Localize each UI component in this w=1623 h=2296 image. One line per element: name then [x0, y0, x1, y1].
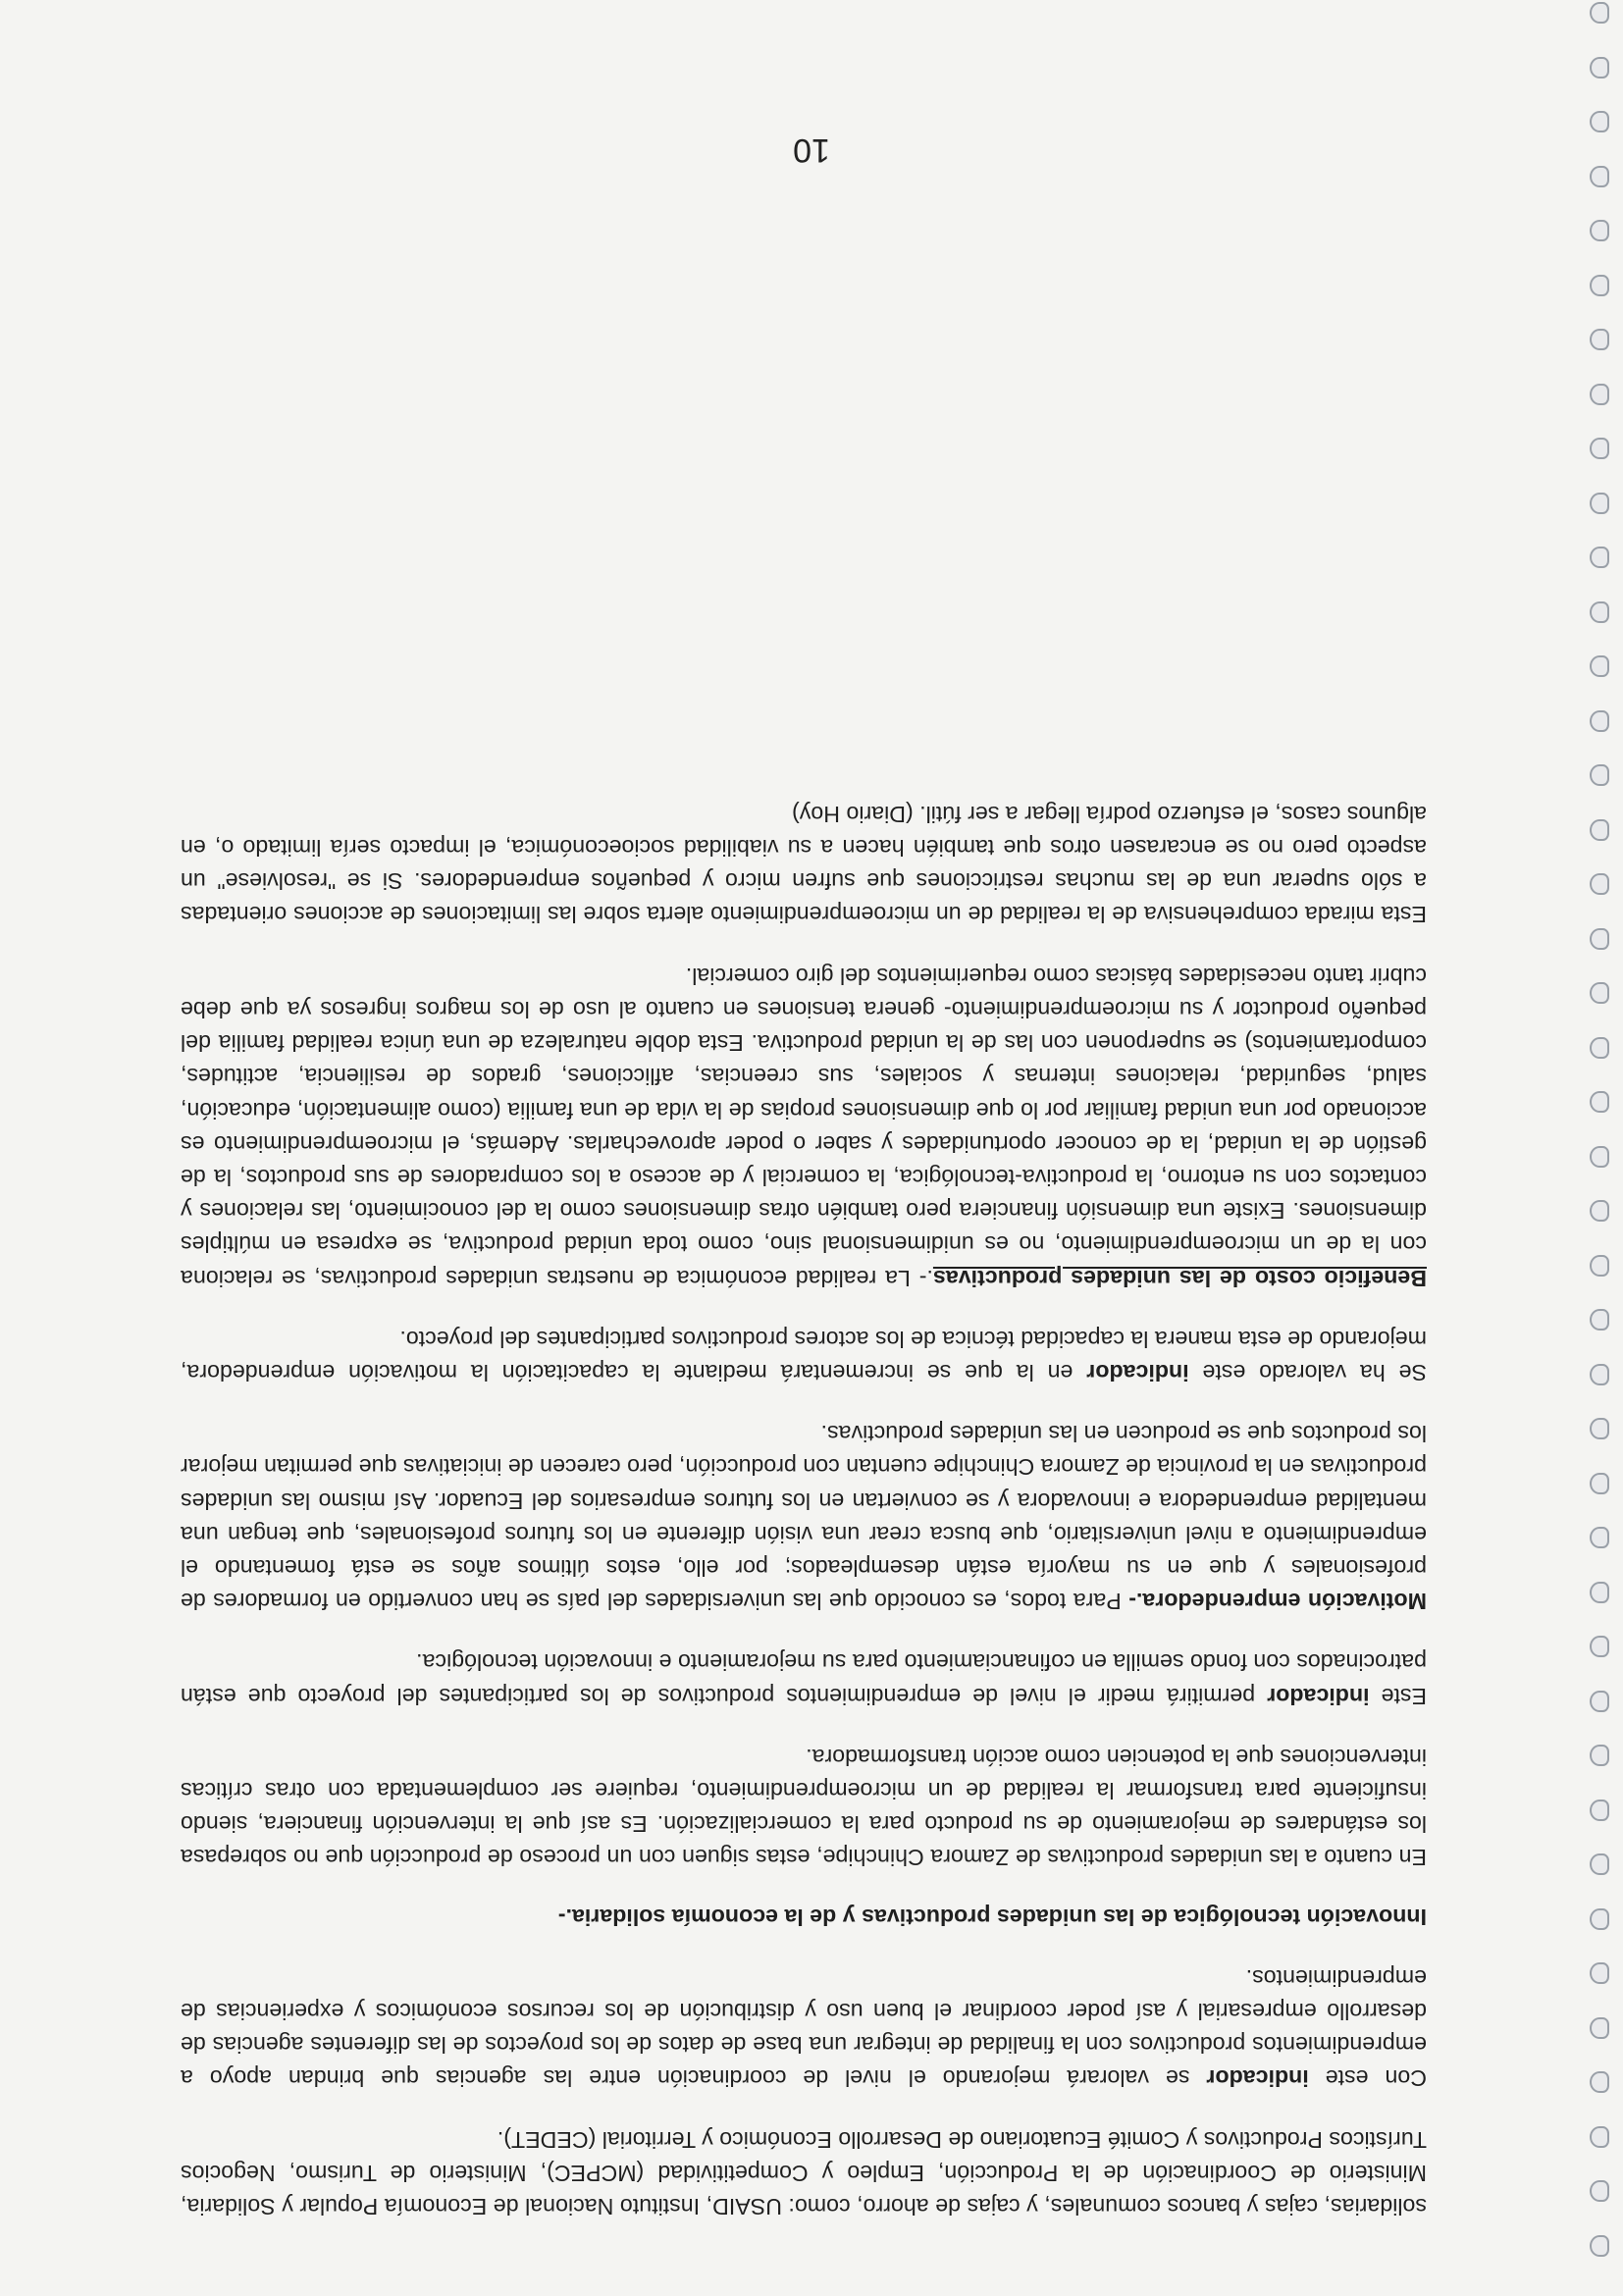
binder-hole-icon	[1590, 1419, 1609, 1440]
binder-hole-icon	[1590, 928, 1609, 950]
indicator-term: indicador	[1267, 1683, 1370, 1709]
binder-hole-icon	[1590, 1908, 1609, 1930]
text-run: .- La realidad económica de nuestras unidades productivas, se relaciona con la de un microemprendimiento, no es unidimensional sino, como toda unidad productiva, se expresa en múltiples dimensiones. Existe una dimensión financiera pero también otras dimensiones como la del conocimiento, las relaciones y contactos con su entorno, la productiva-tecnológica, la comercial y de acceso a los compradores de sus productos, la de gestión de la unidad, la de conocer oportunidades y saber o poder aprovecharlas. Además, el microemprendimiento es accionado por una unidad familiar por lo que dimensiones propias de la vida de una familia (como alimentación, educación, salud, seguridad, relaciones internas y sociales, sus creencias, aflicciones, grados de resiliencia, actitudes, comportamientos) se superponen con las de la unidad productiva. Esta doble naturaleza de una única realidad familia del pequeño productor y su microemprendimiento- genera tensiones en cuanto al uso de los magros ingresos ya que debe cubrir tanto necesidades básicas como requerimientos del giro comercial.	[181, 963, 1427, 1291]
binder-holes	[1576, 0, 1615, 2296]
binder-hole-icon	[1590, 1201, 1609, 1223]
binder-hole-icon	[1590, 2235, 1609, 2257]
binder-hole-icon	[1590, 1691, 1609, 1712]
binder-hole-icon	[1590, 384, 1609, 405]
page-body	[181, 770, 1427, 2223]
binder-hole-icon	[1590, 1146, 1609, 1168]
binder-hole-icon	[1590, 601, 1609, 623]
binder-hole-icon	[1590, 1963, 1609, 1985]
paragraph-coordination-indicator	[181, 1961, 1427, 2096]
binder-hole-icon	[1590, 874, 1609, 896]
page-number: 10	[793, 131, 830, 169]
binder-hole-icon	[1590, 493, 1609, 514]
binder-hole-icon	[1590, 819, 1609, 841]
binder-hole-icon	[1590, 2126, 1609, 2148]
binder-hole-icon	[1590, 1255, 1609, 1277]
binder-hole-icon	[1590, 1473, 1609, 1494]
paragraph-comprehensive-view: Esta mirada comprehensiva de la realidad de un microemprendimiento alerta sobre las limitaciones de acciones orientadas a sólo superar una de las muchas restricciones que sufren micro y pequeños emprendedores. Si se "resolviese" un aspecto pero no se encarasen otros que también hacen a su viabilidad socioeconómica, el impacto sería limitado o, en algunos casos, el esfuerzo podría llegar a ser fútil. (Diario Hoy)	[181, 801, 1427, 928]
paragraph-innovation-indicator	[181, 1645, 1427, 1712]
text-run: en la que se incrementará mediante la capacitación la motivación emprendedora, mejorando de esta manera la capacidad técnica de los actores productivos participantes del proyecto.	[181, 1326, 1427, 1385]
binder-hole-icon	[1590, 3, 1609, 25]
binder-hole-icon	[1590, 1092, 1609, 1114]
text-run: Con este	[1308, 2065, 1427, 2092]
binder-hole-icon	[1590, 330, 1609, 351]
paragraph-cost-benefit	[181, 960, 1427, 1295]
paragraph-productive-units: En cuanto a las unidades productivas de Zamora Chinchipe, estas siguen con un proceso de producción que no sobrepasa los estándares de mejoramiento de su producto para la comercialización. Es así que la intervención financiera, siendo insuficiente para transformar la realidad de un microemprendimiento, requiere ser complementada con otras críticas intervenciones que la potencien como acción transformadora.	[181, 1744, 1427, 1871]
binder-hole-icon	[1590, 439, 1609, 460]
binder-hole-icon	[1590, 2017, 1609, 2039]
paragraph-institutions: solidarias, cajas y bancos comunales, y cajas de ahorro, como: USAID, Instituto Nacional de Economía Popular y Solidaria, Ministerio de Coordinación de la Producción, Empleo y Competitividad (MCPEC), Ministerio de Turismo, Negocios Turísticos Productivos y Comité Ecuatoriano de Desarrollo Económico y Territorial (CEDET).	[181, 2126, 1427, 2219]
section-term-cost-benefit: Beneficio costo de las unidades productivas	[932, 1265, 1427, 1291]
binder-hole-icon	[1590, 57, 1609, 78]
paragraph-motivation-indicator	[181, 1323, 1427, 1389]
binder-hole-icon	[1590, 656, 1609, 678]
section-term-motivation: Motivación emprendedora.-	[1128, 1589, 1427, 1615]
binder-hole-icon	[1590, 221, 1609, 242]
binder-hole-icon	[1590, 1800, 1609, 1821]
text-run: Para todos, es conocido que las universidades del país se han convertido en formadores de profesionales y que en su mayoría están desempleados; por ello, estos últimos años se está fomentando el emprendimiento a nivel universitario, que busca crear una visión diferente en los futuros profesionales, que tengan una mentalidad emprendedora e innovadora y se conviertan en los futuros empresarios del Ecuador. Así mismo las unidades productivas en la provincia de Zamora Chinchipe cuentan con producción, pero carecen de iniciativas que permitan mejorar los productos que se producen en las unidades productivas.	[181, 1421, 1427, 1615]
indicator-term: indicador	[1086, 1359, 1189, 1385]
binder-hole-icon	[1590, 2181, 1609, 2203]
text-run: se valorará mejorando el nivel de coordinación entre las agencias que brindan apoyo a emprendimientos productivos con la finalidad de integrar una base de datos de los proyectos de las diferentes agencias de desarrollo empresarial y así poder coordinar el buen uso y distribución de los recursos económicos y experiencias de emprendimientos.	[180, 1964, 1427, 2092]
paragraph-entrepreneurial-motivation	[181, 1417, 1427, 1618]
binder-hole-icon	[1590, 548, 1609, 569]
binder-hole-icon	[1590, 1854, 1609, 1876]
binder-hole-icon	[1590, 1582, 1609, 1603]
binder-hole-icon	[1590, 1037, 1609, 1059]
section-heading-innovation: Innovación tecnológica de las unidades productivas y de la economía solidaria.-	[557, 1904, 1427, 1930]
binder-hole-icon	[1590, 1746, 1609, 1767]
text-run: Se ha valorado este	[1188, 1359, 1427, 1385]
binder-hole-icon	[1590, 1364, 1609, 1385]
binder-hole-icon	[1590, 765, 1609, 787]
text-run: permitirá medir el nivel de emprendimientos productivos de los participantes del proyecto que están patrocinados con fondo semilla en cofinanciamiento para su mejoramiento e innovación tecnológica.	[180, 1649, 1427, 1709]
binder-hole-icon	[1590, 1528, 1609, 1549]
binder-hole-icon	[1590, 983, 1609, 1005]
binder-hole-icon	[1590, 2072, 1609, 2094]
binder-hole-icon	[1590, 1310, 1609, 1331]
binder-hole-icon	[1590, 710, 1609, 732]
binder-hole-icon	[1590, 1637, 1609, 1658]
text-run: Este	[1369, 1683, 1427, 1709]
indicator-term: indicador	[1206, 2065, 1309, 2092]
binder-hole-icon	[1590, 166, 1609, 187]
binder-hole-icon	[1590, 275, 1609, 296]
